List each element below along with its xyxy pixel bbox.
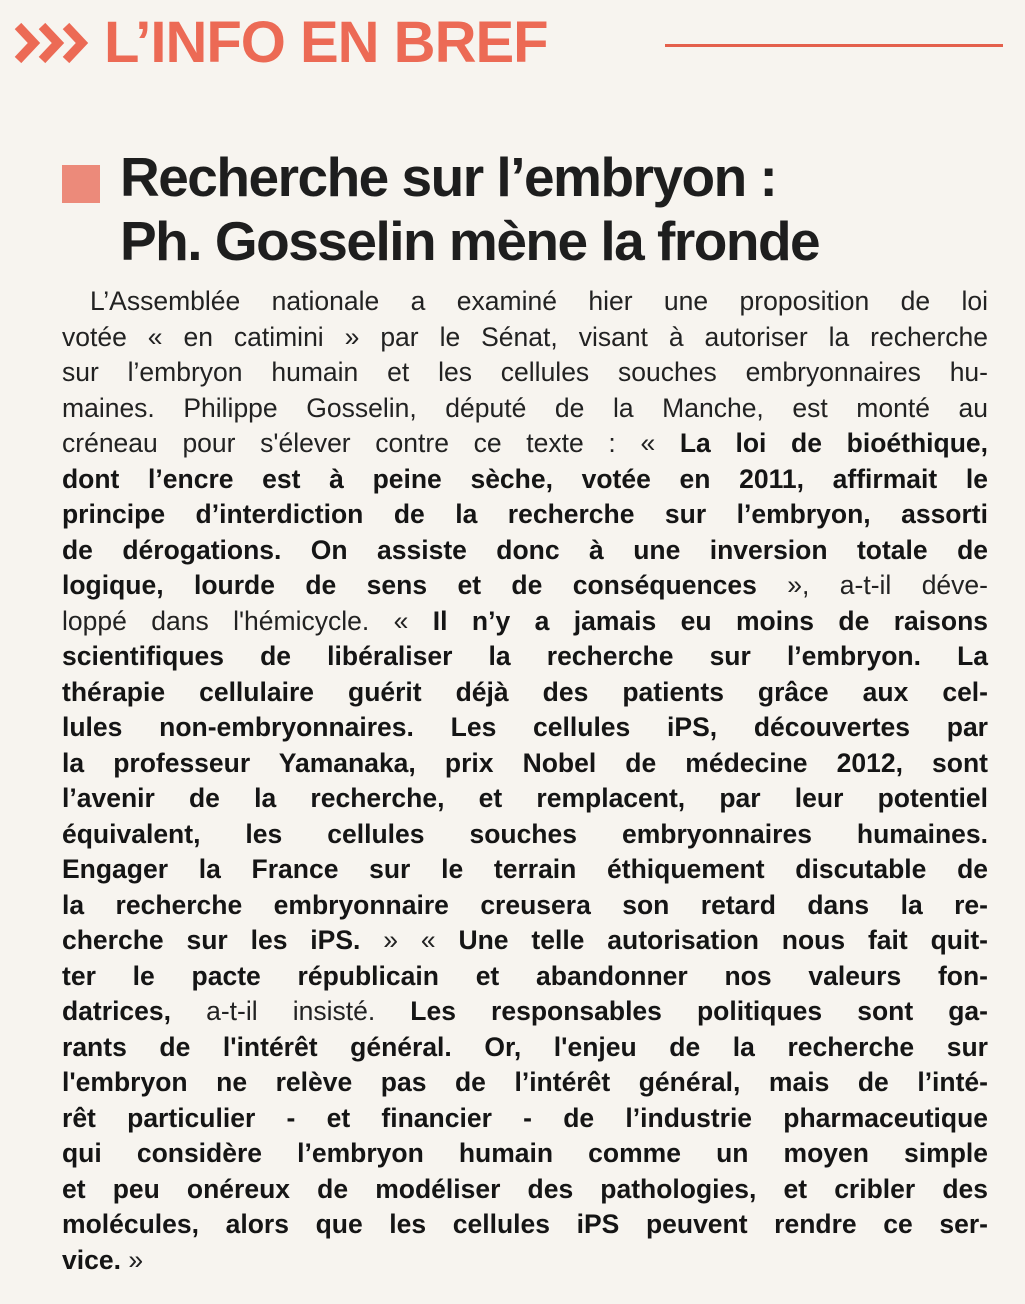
triple-chevron-icon xyxy=(14,22,94,64)
body-text: », a-t-il déve- xyxy=(756,570,988,600)
body-text: créneau pour s'élever contre ce texte : « xyxy=(62,428,680,458)
section-title: L’INFO EN BREF xyxy=(104,10,548,75)
bold-quote-text: Il n’y a jamais eu moins de raisons xyxy=(432,605,988,636)
article-line xyxy=(62,497,988,533)
bold-quote-text: rêt particulier - et financier - de l’industrie pharmaceutique xyxy=(62,1102,988,1133)
bold-quote-text: scientifiques de libéraliser la recherche sur l’embryon. La xyxy=(62,641,988,671)
article-line xyxy=(62,1172,988,1208)
article-line xyxy=(62,959,988,995)
body-text: loppé dans l'hémicycle. « xyxy=(62,605,433,636)
headline-line-1: Recherche sur l’embryon : xyxy=(120,146,777,208)
bold-quote-text: thérapie cellulaire guérit déjà des patients grâce aux cel- xyxy=(62,676,988,707)
bold-quote-text: Une telle autorisation nous fait quit- xyxy=(458,925,988,955)
bold-quote-text: datrices, xyxy=(62,996,172,1026)
bold-quote-text: de dérogations. On assiste donc à une inversion totale de xyxy=(62,534,988,565)
bold-quote-text: la professeur Yamanaka, prix Nobel de médecine 2012, sont xyxy=(62,747,988,778)
body-text: votée « en catimini » par le Sénat, visant à autoriser la recherche xyxy=(62,321,988,352)
article-line xyxy=(62,1136,988,1172)
bold-quote-text: Les responsables politiques sont ga- xyxy=(410,996,988,1026)
article-line xyxy=(62,1065,988,1101)
bold-quote-text: ter le pacte républicain et abandonner nos valeurs fon- xyxy=(62,960,988,991)
body-text: L’Assemblée nationale a examiné hier une proposition de loi xyxy=(90,286,988,316)
bold-quote-text: vice. xyxy=(62,1244,121,1275)
article-line xyxy=(62,710,988,746)
bold-quote-text: cherche sur les iPS. xyxy=(62,925,361,955)
bold-quote-text: l'embryon ne relève pas de l’intérêt général, mais de l’inté- xyxy=(62,1067,988,1097)
article-line xyxy=(62,1101,988,1137)
article-line xyxy=(62,675,988,711)
bold-quote-text: dont l’encre est à peine sèche, votée en 2011, affirmait le xyxy=(62,463,988,494)
article-line xyxy=(62,923,988,959)
bold-quote-text: logique, lourde de sens et de conséquences xyxy=(62,570,757,600)
article-line xyxy=(62,320,988,356)
body-text: » xyxy=(120,1244,144,1275)
bold-quote-text: l’avenir de la recherche, et remplacent, par leur potentiel xyxy=(62,783,988,813)
article-line xyxy=(62,1030,988,1066)
bold-quote-text: Engager la France sur le terrain éthiquement discutable de xyxy=(62,854,988,884)
headline-text xyxy=(120,145,819,273)
section-banner xyxy=(14,8,548,78)
bold-quote-text: La loi de bioéthique, xyxy=(679,428,988,458)
article-line xyxy=(62,1243,988,1279)
bold-quote-text: lules non-embryonnaires. Les cellules iPS, découvertes par xyxy=(62,712,988,742)
bold-quote-text: et peu onéreux de modéliser des pathologies, et cribler des xyxy=(62,1173,988,1204)
body-text: » « xyxy=(360,925,459,955)
article-line xyxy=(62,604,988,640)
body-text: maines. Philippe Gosselin, député de la Manche, est monté au xyxy=(62,392,988,423)
body-text: a-t-il insisté. xyxy=(171,996,411,1026)
article-line xyxy=(62,852,988,888)
body-text: sur l’embryon humain et les cellules souches embryonnaires hu- xyxy=(62,357,988,387)
bold-quote-text: molécules, alors que les cellules iPS peuvent rendre ce ser- xyxy=(62,1209,988,1239)
article-line xyxy=(62,746,988,782)
article-line xyxy=(62,426,988,462)
article-line xyxy=(62,568,988,604)
headline-line-2: Ph. Gosselin mène la fronde xyxy=(120,210,820,272)
article-line xyxy=(62,888,988,924)
article-line xyxy=(62,533,988,569)
article-line xyxy=(62,817,988,853)
bold-quote-text: la recherche embryonnaire creusera son retard dans la re- xyxy=(62,889,988,920)
article-line xyxy=(62,1207,988,1243)
bold-quote-text: équivalent, les cellules souches embryonnaires humaines. xyxy=(62,818,988,849)
article-line xyxy=(62,994,988,1030)
headline-bullet-icon xyxy=(62,165,100,203)
article-line xyxy=(62,639,988,675)
article-line xyxy=(62,284,988,320)
article-body xyxy=(62,284,988,1278)
bold-quote-text: rants de l'intérêt général. Or, l'enjeu de la recherche sur xyxy=(62,1031,988,1062)
article-line xyxy=(62,391,988,427)
bold-quote-text: qui considère l’embryon humain comme un moyen simple xyxy=(62,1138,988,1168)
bold-quote-text: principe d’interdiction de la recherche sur l’embryon, assorti xyxy=(62,499,988,529)
section-divider xyxy=(665,44,1003,47)
article-line xyxy=(62,781,988,817)
article-line xyxy=(62,462,988,498)
article-line xyxy=(62,355,988,391)
